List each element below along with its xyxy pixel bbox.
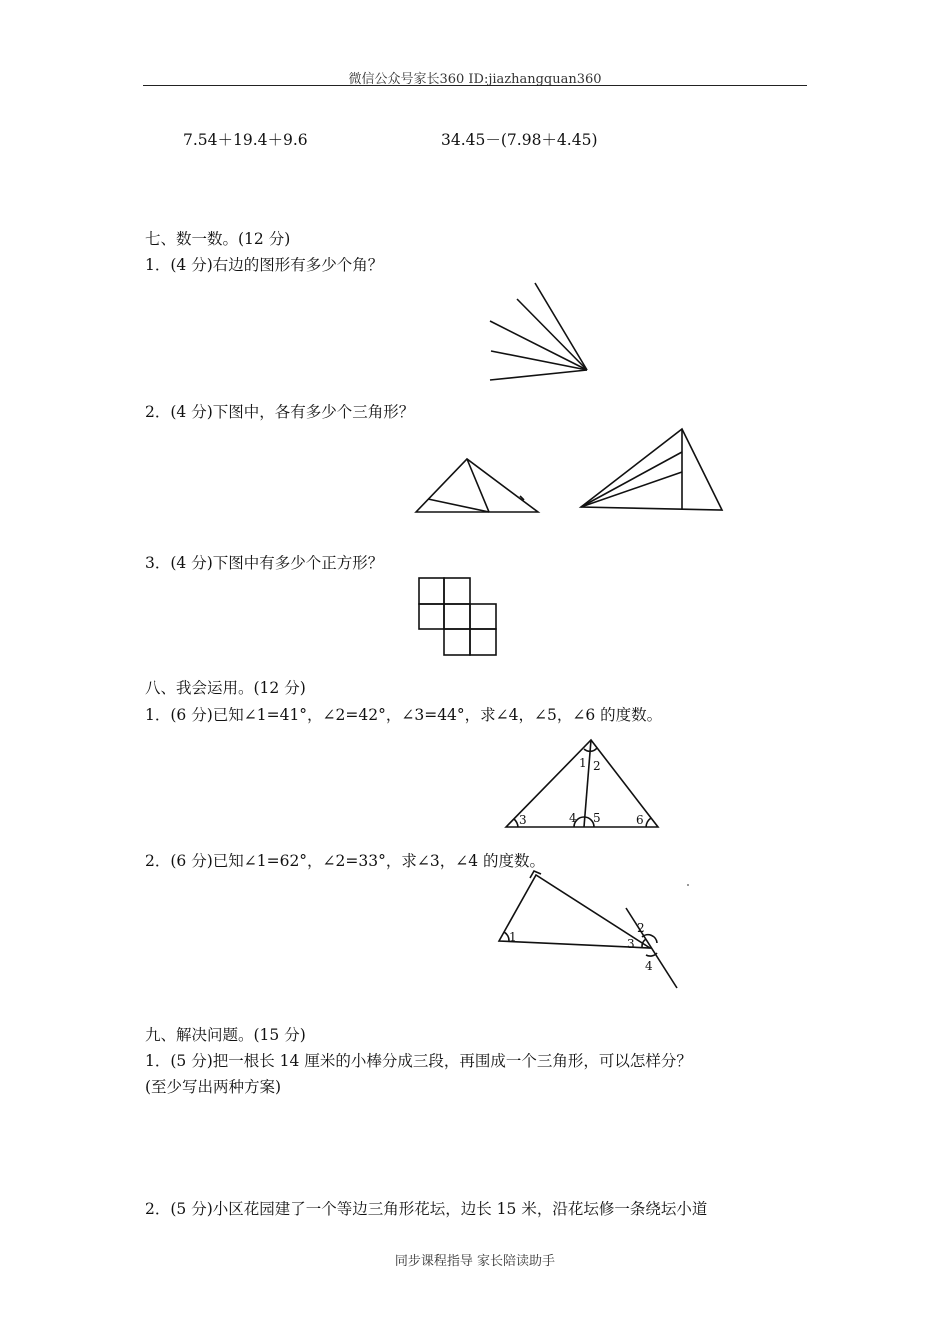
- angle-arc: [514, 819, 518, 827]
- angle-arc: [642, 935, 657, 943]
- grid-cell: [470, 629, 496, 655]
- angle-label: 2: [637, 921, 645, 935]
- angle-label: 4: [569, 811, 577, 825]
- inner-line: [428, 499, 489, 512]
- page-footer: 同步课程指导 家长陪读助手: [394, 1254, 556, 1269]
- grid-cell: [470, 604, 496, 629]
- calc-expression-2: 34.45－(7.98＋4.45): [441, 131, 598, 149]
- angle-label: 3: [519, 813, 527, 827]
- section-8-title: 八、我会运用。(12 分): [145, 679, 306, 697]
- section-7-question-2: 2．(4 分)下图中，各有多少个三角形？: [145, 403, 415, 421]
- inner-line: [581, 472, 682, 507]
- angle-label: 4: [645, 959, 653, 973]
- header-rule: [143, 85, 807, 86]
- section-9-question-1-line-2: (至少写出两种方案): [145, 1078, 282, 1096]
- section-7-title: 七、数一数。(12 分): [145, 230, 291, 248]
- angle-arc: [646, 818, 651, 827]
- section-7-question-1: 1．(4 分)右边的图形有多少个角？: [145, 256, 384, 274]
- section-9-question-1-line-1: 1．(5 分)把一根长 14 厘米的小棒分成三段，再围成一个三角形，可以怎样分？: [145, 1052, 692, 1070]
- section-8-question-1: 1．(6 分)已知∠1=41°，∠2=42°，∠3=44°，求∠4，∠5，∠6 的度数。: [145, 706, 663, 724]
- section-9-title: 九、解决问题。(15 分): [145, 1026, 306, 1044]
- grid-cell: [444, 578, 470, 604]
- calc-expression-1: 7.54＋19.4＋9.6: [183, 131, 308, 149]
- median-line: [584, 740, 591, 827]
- square-grid-figure: [416, 575, 500, 659]
- grid-cell: [444, 629, 470, 655]
- section-7-question-3: 3．(4 分)下图中有多少个正方形？: [145, 554, 384, 572]
- grid-cell: [419, 578, 444, 604]
- inner-line: [581, 452, 682, 507]
- triangle-count-figure-right: [577, 426, 727, 516]
- angle-label: 5: [593, 811, 601, 825]
- angle-triangle-figure-1: [500, 735, 665, 832]
- page-header: 微信公众号家长360 ID:jiazhangquan360: [348, 72, 602, 87]
- angle-label: 2: [593, 759, 601, 773]
- angle-triangle-figure-2: [494, 868, 684, 990]
- grid-cell: [419, 604, 444, 629]
- triangle-count-figure-left: [412, 456, 542, 516]
- ray: [517, 299, 587, 370]
- angle-label: 3: [627, 937, 635, 951]
- section-8-question-2: 2．(6 分)已知∠1=62°，∠2=33°，求∠3，∠4 的度数。: [145, 852, 545, 870]
- stray-dot: [687, 884, 689, 886]
- angle-label: 6: [636, 813, 644, 827]
- ray: [491, 351, 587, 370]
- section-9-question-2: 2．(5 分)小区花园建了一个等边三角形花坛，边长 15 米，沿花坛修一条绕坛小道: [145, 1200, 708, 1218]
- grid-cell: [444, 604, 470, 629]
- angle-fan-figure: [480, 278, 600, 386]
- ray: [490, 370, 587, 380]
- angle-label: 1: [509, 930, 517, 944]
- angle-label: 1: [579, 756, 587, 770]
- outer-triangle: [416, 459, 538, 512]
